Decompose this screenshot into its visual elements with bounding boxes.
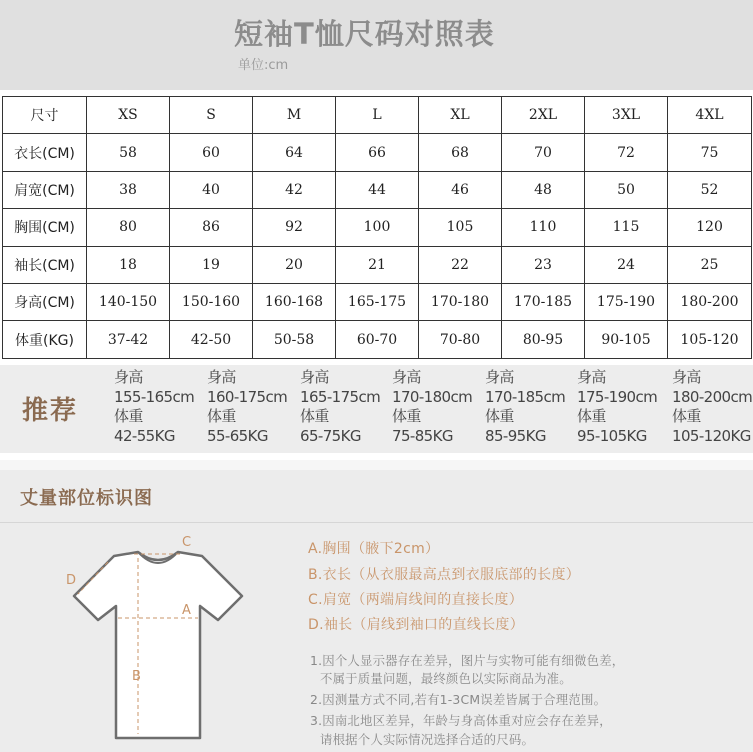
table-cell: 20 — [253, 246, 336, 283]
weight-label: 体重 — [392, 407, 421, 425]
table-cell: 80-95 — [502, 321, 585, 358]
table-cell: 25 — [668, 246, 752, 283]
table-cell: 42 — [253, 171, 336, 208]
table-cell: 50 — [585, 171, 668, 208]
column-header: 尺寸 — [3, 97, 87, 134]
header-banner — [0, 0, 753, 90]
note-line: 请根据个人实际情况选择合适的尺码。 — [320, 732, 535, 747]
table-cell: 42-50 — [170, 321, 253, 358]
height-value: 165-175cm — [300, 387, 381, 406]
note-line: 不属于质量问题，最终颜色以实际商品为准。 — [320, 671, 572, 686]
row-header: 体重(KG) — [3, 321, 87, 358]
measure-item-d: D.袖长（肩线到袖口的直线长度） — [308, 617, 525, 633]
label-c: C — [182, 535, 192, 550]
recommend-label: 推荐 — [22, 396, 79, 426]
weight-label: 体重 — [672, 407, 701, 425]
recommend-item — [485, 368, 565, 446]
weight-value: 95-105KG — [577, 426, 647, 445]
table-cell: 105-120 — [668, 321, 752, 358]
table-cell: 90-105 — [585, 321, 668, 358]
tshirt-outline — [74, 552, 242, 738]
weight-value: 75-85KG — [392, 426, 453, 445]
table-cell: 115 — [585, 209, 668, 246]
table-cell: 46 — [419, 171, 502, 208]
table-cell: 100 — [336, 209, 419, 246]
height-value: 155-165cm — [114, 387, 195, 406]
page-title: 短袖T恤尺码对照表 — [234, 17, 495, 51]
recommend-item — [300, 368, 380, 446]
table-cell: 22 — [419, 246, 502, 283]
table-cell: 175-190 — [585, 283, 668, 320]
table-row — [3, 209, 752, 246]
table-cell: 80 — [87, 209, 170, 246]
table-cell: 70 — [502, 134, 585, 171]
table-cell: 40 — [170, 171, 253, 208]
recommend-item — [114, 368, 194, 446]
recommendation-strip — [0, 365, 753, 453]
table-cell: 92 — [253, 209, 336, 246]
column-header: M — [253, 97, 336, 134]
table-cell: 21 — [336, 246, 419, 283]
height-value: 170-180cm — [392, 387, 473, 406]
table-cell: 23 — [502, 246, 585, 283]
table-cell: 72 — [585, 134, 668, 171]
label-b: B — [132, 669, 141, 684]
recommend-item — [207, 368, 287, 446]
table-cell: 68 — [419, 134, 502, 171]
table-cell: 66 — [336, 134, 419, 171]
table-cell: 60 — [170, 134, 253, 171]
measurement-title: 丈量部位标识图 — [20, 488, 153, 509]
label-a: A — [182, 603, 191, 618]
height-label: 身高 — [114, 368, 143, 386]
table-cell: 170-185 — [502, 283, 585, 320]
height-label: 身高 — [300, 368, 329, 386]
height-label: 身高 — [485, 368, 514, 386]
tshirt-diagram-icon — [58, 535, 258, 748]
table-cell: 165-175 — [336, 283, 419, 320]
weight-value: 65-75KG — [300, 426, 361, 445]
table-cell: 170-180 — [419, 283, 502, 320]
table-row — [3, 246, 752, 283]
recommend-item — [672, 368, 752, 446]
table-cell: 38 — [87, 171, 170, 208]
table-cell: 105 — [419, 209, 502, 246]
height-label: 身高 — [672, 368, 701, 386]
table-cell: 70-80 — [419, 321, 502, 358]
table-cell: 37-42 — [87, 321, 170, 358]
measure-item-a: A.胸围（腋下2cm） — [308, 541, 440, 557]
table-cell: 75 — [668, 134, 752, 171]
table-row — [3, 321, 752, 358]
weight-value: 55-65KG — [207, 426, 268, 445]
weight-value: 42-55KG — [114, 426, 175, 445]
row-header: 袖长(CM) — [3, 246, 87, 283]
table-cell: 52 — [668, 171, 752, 208]
title-divider — [0, 522, 753, 523]
note-line: 2.因测量方式不同,若有1-3CM误差皆属于合理范围。 — [310, 692, 607, 707]
height-value: 175-190cm — [577, 387, 658, 406]
height-label: 身高 — [207, 368, 236, 386]
weight-label: 体重 — [485, 407, 514, 425]
table-header-row — [3, 97, 752, 134]
table-cell: 24 — [585, 246, 668, 283]
row-header: 肩宽(CM) — [3, 171, 87, 208]
table-row — [3, 134, 752, 171]
table-cell: 58 — [87, 134, 170, 171]
table-cell: 50-58 — [253, 321, 336, 358]
table-cell: 64 — [253, 134, 336, 171]
measure-item-b: B.衣长（从衣服最高点到衣服底部的长度） — [308, 567, 581, 583]
weight-label: 体重 — [114, 407, 143, 425]
table-cell: 140-150 — [87, 283, 170, 320]
table-cell: 19 — [170, 246, 253, 283]
weight-label: 体重 — [207, 407, 236, 425]
table-cell: 86 — [170, 209, 253, 246]
table-row — [3, 171, 752, 208]
height-value: 160-175cm — [207, 387, 288, 406]
weight-value: 85-95KG — [485, 426, 546, 445]
row-header: 身高(CM) — [3, 283, 87, 320]
table-cell: 60-70 — [336, 321, 419, 358]
unit-label: 单位:cm — [238, 58, 289, 73]
table-cell: 110 — [502, 209, 585, 246]
column-header: 2XL — [502, 97, 585, 134]
weight-label: 体重 — [300, 407, 329, 425]
weight-value: 105-120KG — [672, 426, 751, 445]
weight-label: 体重 — [577, 407, 606, 425]
row-header: 衣长(CM) — [3, 134, 87, 171]
section-divider — [0, 460, 753, 470]
measure-item-c: C.肩宽（两端肩线间的直接长度） — [308, 592, 524, 608]
size-chart-table — [2, 96, 752, 359]
table-cell: 120 — [668, 209, 752, 246]
table-row — [3, 283, 752, 320]
table-cell: 150-160 — [170, 283, 253, 320]
column-header: S — [170, 97, 253, 134]
note-line: 1.因个人显示器存在差异，图片与实物可能有细微色差， — [310, 653, 625, 668]
table-cell: 44 — [336, 171, 419, 208]
table-cell: 18 — [87, 246, 170, 283]
column-header: XS — [87, 97, 170, 134]
column-header: L — [336, 97, 419, 134]
recommend-item — [577, 368, 657, 446]
recommend-item — [392, 368, 472, 446]
table-cell: 48 — [502, 171, 585, 208]
height-label: 身高 — [392, 368, 421, 386]
label-d: D — [66, 573, 77, 588]
height-label: 身高 — [577, 368, 606, 386]
column-header: 3XL — [585, 97, 668, 134]
column-header: 4XL — [668, 97, 752, 134]
height-value: 170-185cm — [485, 387, 566, 406]
column-header: XL — [419, 97, 502, 134]
table-cell: 160-168 — [253, 283, 336, 320]
table-cell: 180-200 — [668, 283, 752, 320]
height-value: 180-200cm — [672, 387, 753, 406]
measurement-section — [0, 470, 753, 752]
row-header: 胸围(CM) — [3, 209, 87, 246]
note-line: 3.因南北地区差异，年龄与身高体重对应会存在差异， — [310, 713, 612, 728]
